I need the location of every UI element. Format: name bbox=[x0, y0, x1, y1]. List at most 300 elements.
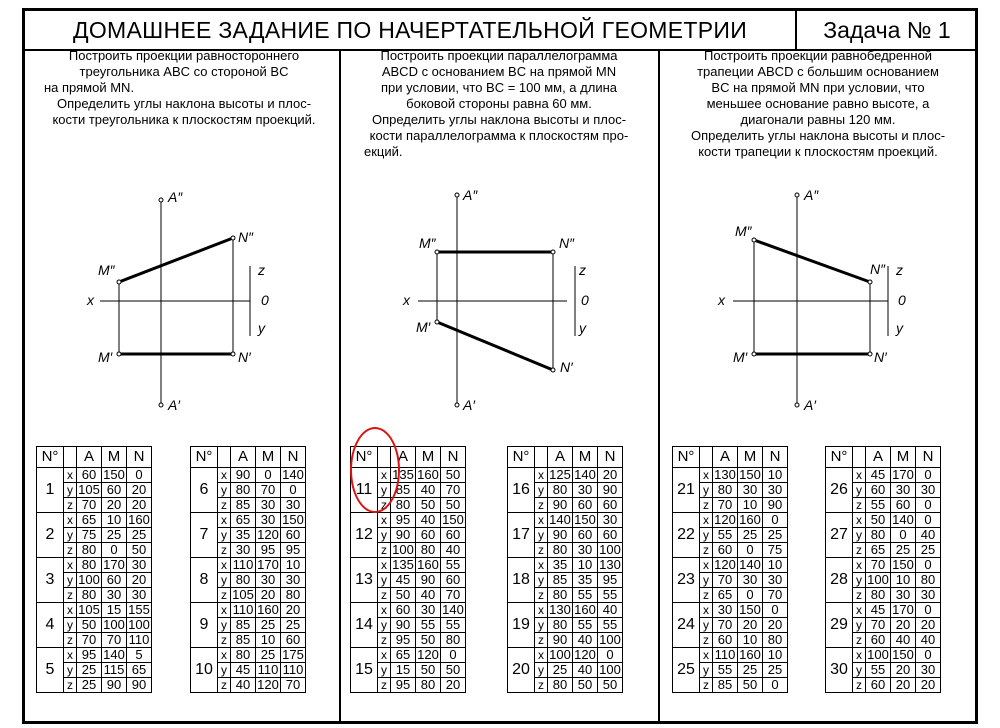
label-n1: N′ bbox=[560, 359, 573, 375]
col-header-axis bbox=[700, 447, 713, 468]
table-row bbox=[351, 648, 466, 663]
coordinate-value: 80 bbox=[548, 483, 573, 498]
coordinate-value: 160 bbox=[739, 647, 761, 662]
table-row bbox=[508, 468, 623, 483]
coordinate-value: 60 bbox=[866, 483, 891, 498]
coordinate-value: 30 bbox=[256, 573, 281, 588]
coordinate-value: 75 bbox=[77, 528, 102, 543]
axis-label: y bbox=[378, 573, 391, 588]
table-row bbox=[673, 468, 788, 483]
coordinate-value: 45 bbox=[866, 468, 891, 483]
variant-number: 24 bbox=[673, 603, 700, 648]
col-header-m: M bbox=[738, 447, 763, 468]
coordinate-value: 150 bbox=[892, 647, 914, 662]
coordinate-value: 25 bbox=[281, 618, 306, 633]
axis-label: z bbox=[378, 678, 391, 693]
coordinate-value: 20 bbox=[738, 618, 763, 633]
coordinate-value: 80 bbox=[763, 633, 788, 648]
desc-line: меньшее основание равно высоте, а bbox=[706, 96, 930, 111]
table-row bbox=[508, 648, 623, 663]
label-n2: N″ bbox=[559, 235, 575, 251]
coordinate-value: 80 bbox=[866, 528, 891, 543]
coordinate-value: 40 bbox=[891, 633, 916, 648]
axis-label: y bbox=[853, 663, 866, 678]
coordinate-value: 60 bbox=[77, 468, 102, 483]
task-number: Задача № 1 bbox=[795, 11, 977, 49]
coordinate-value: 60 bbox=[713, 633, 738, 648]
coordinate-value: 90 bbox=[598, 483, 623, 498]
axis-label: z bbox=[700, 678, 713, 693]
axis-label: z bbox=[535, 633, 548, 648]
coordinate-value: 80 bbox=[548, 588, 573, 603]
axis-label: y bbox=[64, 573, 77, 588]
coordinate-value: 60 bbox=[102, 483, 127, 498]
coordinate-value: 0 bbox=[916, 603, 941, 618]
coordinate-value: 120 bbox=[417, 647, 439, 662]
coordinate-value: 40 bbox=[573, 633, 598, 648]
col-header-axis bbox=[853, 447, 866, 468]
desc-line: при условии, что BC = 100 мм, а длина bbox=[381, 80, 617, 95]
axis-label: y bbox=[700, 528, 713, 543]
label-m1: M′ bbox=[98, 349, 113, 365]
table-row bbox=[508, 558, 623, 573]
coordinate-value: 175 bbox=[282, 647, 304, 662]
variant-number: 27 bbox=[826, 513, 853, 558]
axis-label: y bbox=[535, 618, 548, 633]
axis-label: y bbox=[64, 483, 77, 498]
coordinate-value: 55 bbox=[573, 618, 598, 633]
table-row bbox=[351, 558, 466, 573]
table-row bbox=[191, 513, 306, 528]
col-header-n: N° bbox=[673, 447, 700, 468]
coordinate-value: 170 bbox=[103, 557, 125, 572]
coordinate-value: 100 bbox=[599, 662, 621, 677]
coordinate-value: 0 bbox=[763, 678, 788, 693]
coordinate-value: 80 bbox=[77, 588, 102, 603]
coordinate-value: 85 bbox=[713, 678, 738, 693]
coordinate-value: 60 bbox=[573, 528, 598, 543]
coordinate-value: 30 bbox=[281, 573, 306, 588]
table-row bbox=[191, 648, 306, 663]
coordinate-value: 20 bbox=[763, 618, 788, 633]
coordinate-value: 90 bbox=[102, 678, 127, 693]
variant-number: 14 bbox=[351, 603, 378, 648]
coordinate-value: 120 bbox=[574, 647, 596, 662]
col-header-m: M bbox=[256, 447, 281, 468]
coordinate-value: 105 bbox=[78, 602, 100, 617]
coordinate-value: 150 bbox=[574, 512, 596, 527]
coordinate-value: 95 bbox=[598, 573, 623, 588]
label-x: x bbox=[403, 292, 410, 308]
axis-label: z bbox=[218, 543, 231, 558]
coordinate-value: 60 bbox=[391, 603, 416, 618]
coordinate-value: 80 bbox=[441, 633, 466, 648]
table-row bbox=[37, 558, 152, 573]
axis-label: x bbox=[700, 603, 713, 618]
axis-label: y bbox=[218, 663, 231, 678]
axis-label: z bbox=[218, 633, 231, 648]
variant-number: 21 bbox=[673, 468, 700, 513]
coordinate-value: 20 bbox=[891, 618, 916, 633]
axis-label: y bbox=[218, 618, 231, 633]
coordinate-value: 90 bbox=[548, 528, 573, 543]
desc-line: ABCD с основанием BC на прямой MN bbox=[381, 64, 617, 79]
variant-number: 6 bbox=[191, 468, 218, 513]
axis-label: x bbox=[535, 513, 548, 528]
axis-label: z bbox=[700, 633, 713, 648]
coordinate-value: 80 bbox=[416, 543, 441, 558]
coordinate-value: 80 bbox=[77, 558, 102, 573]
table-row bbox=[826, 513, 941, 528]
coordinate-value: 20 bbox=[127, 573, 152, 588]
coordinate-value: 100 bbox=[599, 632, 621, 647]
coordinate-value: 100 bbox=[128, 617, 150, 632]
axis-label: z bbox=[853, 543, 866, 558]
variant-number: 23 bbox=[673, 558, 700, 603]
variant-number: 16 bbox=[508, 468, 535, 513]
coordinate-value: 0 bbox=[256, 468, 281, 483]
variant-number: 13 bbox=[351, 558, 378, 603]
table-row bbox=[37, 513, 152, 528]
axis-label: z bbox=[218, 678, 231, 693]
table-row bbox=[508, 603, 623, 618]
col-header-a: A bbox=[548, 447, 573, 468]
coordinate-value: 130 bbox=[714, 467, 736, 482]
table-row bbox=[191, 603, 306, 618]
coordinate-value: 100 bbox=[867, 572, 889, 587]
coordinate-value: 25 bbox=[102, 528, 127, 543]
coordinate-value: 65 bbox=[713, 588, 738, 603]
coordinate-value: 35 bbox=[573, 573, 598, 588]
coordinate-value: 80 bbox=[391, 498, 416, 513]
table-row bbox=[191, 558, 306, 573]
coordinate-value: 140 bbox=[549, 512, 571, 527]
axis-label: y bbox=[218, 528, 231, 543]
axis-label: y bbox=[378, 618, 391, 633]
coordinate-value: 100 bbox=[78, 572, 100, 587]
col-header-n-point: N bbox=[127, 447, 152, 468]
variant-number: 8 bbox=[191, 558, 218, 603]
label-m2: M″ bbox=[98, 262, 115, 278]
coordinate-value: 150 bbox=[442, 512, 464, 527]
coordinate-value: 25 bbox=[127, 528, 152, 543]
coordinate-value: 50 bbox=[441, 498, 466, 513]
label-m1: M′ bbox=[733, 349, 748, 365]
coordinate-value: 70 bbox=[256, 483, 281, 498]
coordinate-value: 70 bbox=[441, 588, 466, 603]
axis-label: z bbox=[535, 498, 548, 513]
axis-label: x bbox=[64, 468, 77, 483]
coordinate-value: 30 bbox=[102, 588, 127, 603]
coordinate-value: 50 bbox=[866, 513, 891, 528]
table-row bbox=[673, 513, 788, 528]
axis-label: x bbox=[64, 558, 77, 573]
coordinate-value: 65 bbox=[391, 648, 416, 663]
axis-label: z bbox=[218, 588, 231, 603]
col-header-n-point: N bbox=[763, 447, 788, 468]
label-z: z bbox=[896, 262, 903, 278]
col-header-m: M bbox=[102, 447, 127, 468]
coordinate-value: 10 bbox=[573, 558, 598, 573]
coordinate-value: 110 bbox=[127, 633, 152, 648]
coordinate-value: 160 bbox=[128, 512, 150, 527]
coordinate-value: 20 bbox=[102, 498, 127, 513]
axis-label: x bbox=[535, 648, 548, 663]
variant-number: 10 bbox=[191, 648, 218, 693]
coordinate-value: 30 bbox=[281, 498, 306, 513]
coordinate-value: 45 bbox=[866, 603, 891, 618]
axis-label: x bbox=[853, 468, 866, 483]
coordinate-value: 80 bbox=[548, 678, 573, 693]
coordinate-value: 120 bbox=[257, 527, 279, 542]
table-row bbox=[37, 603, 152, 618]
page-title: ДОМАШНЕЕ ЗАДАНИЕ ПО НАЧЕРТАТЕЛЬНОЙ ГЕОМЕТРИИ bbox=[72, 17, 748, 43]
variant-number: 29 bbox=[826, 603, 853, 648]
coordinate-value: 25 bbox=[763, 663, 788, 678]
coordinate-value: 30 bbox=[891, 588, 916, 603]
coordinate-value: 70 bbox=[281, 678, 306, 693]
coordinate-value: 160 bbox=[417, 557, 439, 572]
coordinate-value: 0 bbox=[598, 648, 623, 663]
coordinate-value: 155 bbox=[128, 602, 150, 617]
desc-line: екций. bbox=[364, 144, 403, 159]
table-row bbox=[673, 603, 788, 618]
coordinate-value: 30 bbox=[127, 558, 152, 573]
coordinate-value: 0 bbox=[916, 558, 941, 573]
coordinate-value: 55 bbox=[416, 618, 441, 633]
table-row bbox=[826, 468, 941, 483]
axis-label: x bbox=[218, 558, 231, 573]
coordinate-value: 50 bbox=[77, 618, 102, 633]
coordinate-value: 0 bbox=[891, 528, 916, 543]
coordinate-value: 170 bbox=[257, 557, 279, 572]
axis-label: x bbox=[535, 603, 548, 618]
label-a1: A′ bbox=[463, 397, 475, 413]
coordinate-value: 35 bbox=[548, 558, 573, 573]
coordinate-value: 70 bbox=[102, 633, 127, 648]
coordinate-value: 150 bbox=[739, 467, 761, 482]
coordinate-value: 90 bbox=[548, 498, 573, 513]
coordinate-value: 140 bbox=[892, 512, 914, 527]
axis-label: y bbox=[378, 528, 391, 543]
table-row bbox=[191, 468, 306, 483]
col-header-n: N° bbox=[826, 447, 853, 468]
table-row bbox=[826, 558, 941, 573]
coordinate-value: 80 bbox=[713, 483, 738, 498]
coordinate-value: 25 bbox=[77, 663, 102, 678]
variant-table bbox=[507, 446, 623, 693]
coordinate-value: 0 bbox=[738, 543, 763, 558]
coordinate-value: 140 bbox=[739, 557, 761, 572]
coordinate-value: 80 bbox=[281, 588, 306, 603]
axis-label: x bbox=[700, 468, 713, 483]
coordinate-value: 60 bbox=[281, 528, 306, 543]
table-row bbox=[826, 603, 941, 618]
coordinate-value: 30 bbox=[231, 543, 256, 558]
coordinate-value: 50 bbox=[391, 588, 416, 603]
coordinate-value: 60 bbox=[598, 498, 623, 513]
axis-label: y bbox=[700, 618, 713, 633]
coordinate-value: 40 bbox=[416, 588, 441, 603]
coordinate-value: 65 bbox=[866, 543, 891, 558]
coordinate-value: 30 bbox=[891, 483, 916, 498]
coordinate-value: 160 bbox=[417, 467, 439, 482]
table-row bbox=[673, 558, 788, 573]
coordinate-value: 55 bbox=[598, 618, 623, 633]
coordinate-value: 20 bbox=[256, 588, 281, 603]
coordinate-value: 80 bbox=[77, 543, 102, 558]
variant-number: 4 bbox=[37, 603, 64, 648]
coordinate-value: 10 bbox=[738, 498, 763, 513]
col-header-a: A bbox=[866, 447, 891, 468]
coordinate-value: 45 bbox=[391, 573, 416, 588]
axis-label: y bbox=[853, 483, 866, 498]
coordinate-value: 25 bbox=[916, 543, 941, 558]
label-z: z bbox=[579, 262, 586, 278]
label-m2: M″ bbox=[735, 223, 752, 239]
coordinate-value: 80 bbox=[548, 543, 573, 558]
coordinate-value: 30 bbox=[416, 603, 441, 618]
axis-label: x bbox=[700, 648, 713, 663]
coordinate-value: 40 bbox=[416, 513, 441, 528]
coordinate-value: 40 bbox=[916, 633, 941, 648]
drawing-3 bbox=[733, 195, 888, 405]
coordinate-value: 95 bbox=[391, 633, 416, 648]
axis-label: z bbox=[378, 588, 391, 603]
coordinate-value: 60 bbox=[713, 543, 738, 558]
coordinate-value: 140 bbox=[282, 467, 304, 482]
coordinate-value: 80 bbox=[231, 573, 256, 588]
coordinate-value: 30 bbox=[573, 543, 598, 558]
axis-label: y bbox=[853, 573, 866, 588]
axis-label: y bbox=[64, 528, 77, 543]
axis-label: x bbox=[853, 648, 866, 663]
axis-label: x bbox=[64, 648, 77, 663]
coordinate-value: 20 bbox=[441, 678, 466, 693]
coordinate-value: 20 bbox=[598, 468, 623, 483]
col-header-m: M bbox=[891, 447, 916, 468]
axis-label: z bbox=[535, 543, 548, 558]
coordinate-value: 110 bbox=[256, 663, 281, 678]
label-o: 0 bbox=[898, 292, 906, 308]
coordinate-value: 100 bbox=[392, 542, 414, 557]
coordinate-value: 20 bbox=[891, 678, 916, 693]
coordinate-value: 120 bbox=[257, 677, 279, 692]
coordinate-value: 140 bbox=[103, 647, 125, 662]
coordinate-value: 100 bbox=[549, 647, 571, 662]
axis-label: z bbox=[64, 678, 77, 693]
drawing-2 bbox=[418, 195, 567, 405]
coordinate-value: 105 bbox=[78, 482, 100, 497]
axis-label: x bbox=[853, 513, 866, 528]
coordinate-value: 55 bbox=[441, 558, 466, 573]
label-x: x bbox=[718, 292, 725, 308]
label-a1: A′ bbox=[168, 397, 180, 413]
desc-line: кости трапеции к плоскостям проекций. bbox=[698, 144, 938, 159]
coordinate-value: 80 bbox=[866, 588, 891, 603]
coordinate-value: 40 bbox=[916, 528, 941, 543]
axis-label: z bbox=[378, 498, 391, 513]
axis-label: x bbox=[378, 558, 391, 573]
axis-label: y bbox=[853, 528, 866, 543]
label-n2: N″ bbox=[238, 229, 254, 245]
label-n2: N″ bbox=[870, 261, 886, 277]
coordinate-value: 150 bbox=[892, 557, 914, 572]
col-header-m: M bbox=[416, 447, 441, 468]
col-header-m: M bbox=[573, 447, 598, 468]
label-o: 0 bbox=[261, 292, 269, 308]
axis-label: y bbox=[378, 663, 391, 678]
coordinate-value: 0 bbox=[738, 588, 763, 603]
coordinate-value: 95 bbox=[77, 648, 102, 663]
coordinate-value: 130 bbox=[549, 602, 571, 617]
axis-label: y bbox=[64, 663, 77, 678]
axis-label: x bbox=[378, 513, 391, 528]
coordinate-value: 50 bbox=[573, 678, 598, 693]
coordinate-value: 100 bbox=[103, 617, 125, 632]
coordinate-value: 0 bbox=[916, 498, 941, 513]
axis-label: y bbox=[700, 663, 713, 678]
coordinate-value: 95 bbox=[256, 543, 281, 558]
variant-number: 9 bbox=[191, 603, 218, 648]
label-z: z bbox=[258, 262, 265, 278]
coordinate-value: 80 bbox=[916, 573, 941, 588]
label-y: y bbox=[896, 320, 903, 336]
col-header-a: A bbox=[77, 447, 102, 468]
variant-number: 12 bbox=[351, 513, 378, 558]
col-header-axis bbox=[535, 447, 548, 468]
coordinate-value: 25 bbox=[738, 663, 763, 678]
drawing-1 bbox=[100, 200, 250, 405]
col-header-a: A bbox=[231, 447, 256, 468]
variant-number: 25 bbox=[673, 648, 700, 693]
coordinate-value: 150 bbox=[739, 602, 761, 617]
axis-label: z bbox=[853, 678, 866, 693]
coordinate-value: 10 bbox=[763, 558, 788, 573]
coordinate-value: 0 bbox=[281, 483, 306, 498]
coordinate-value: 20 bbox=[916, 618, 941, 633]
variant-number: 1 bbox=[37, 468, 64, 513]
axis-label: x bbox=[64, 513, 77, 528]
coordinate-value: 15 bbox=[391, 663, 416, 678]
coordinate-value: 20 bbox=[916, 678, 941, 693]
axis-label: x bbox=[535, 468, 548, 483]
col-header-n: N° bbox=[351, 447, 378, 468]
coordinate-value: 105 bbox=[232, 587, 254, 602]
coordinate-value: 90 bbox=[391, 618, 416, 633]
coordinate-value: 30 bbox=[738, 483, 763, 498]
variant-number: 2 bbox=[37, 513, 64, 558]
axis-label: z bbox=[853, 633, 866, 648]
coordinate-value: 40 bbox=[573, 663, 598, 678]
coordinate-value: 160 bbox=[257, 602, 279, 617]
table-row bbox=[351, 603, 466, 618]
desc-line: диагонали равны 120 мм. bbox=[740, 112, 896, 127]
coordinate-value: 0 bbox=[916, 648, 941, 663]
coordinate-value: 70 bbox=[441, 483, 466, 498]
axis-label: x bbox=[378, 648, 391, 663]
coordinate-value: 70 bbox=[866, 618, 891, 633]
desc-line: треугольника ABC со стороной BC bbox=[79, 64, 289, 79]
desc-line: кости треугольника к плоскостям проекций. bbox=[52, 112, 316, 127]
axis-label: y bbox=[218, 483, 231, 498]
axis-label: y bbox=[535, 528, 548, 543]
axis-label: y bbox=[535, 483, 548, 498]
coordinate-value: 75 bbox=[763, 543, 788, 558]
axis-label: x bbox=[535, 558, 548, 573]
coordinate-value: 95 bbox=[281, 543, 306, 558]
coordinate-value: 95 bbox=[391, 678, 416, 693]
